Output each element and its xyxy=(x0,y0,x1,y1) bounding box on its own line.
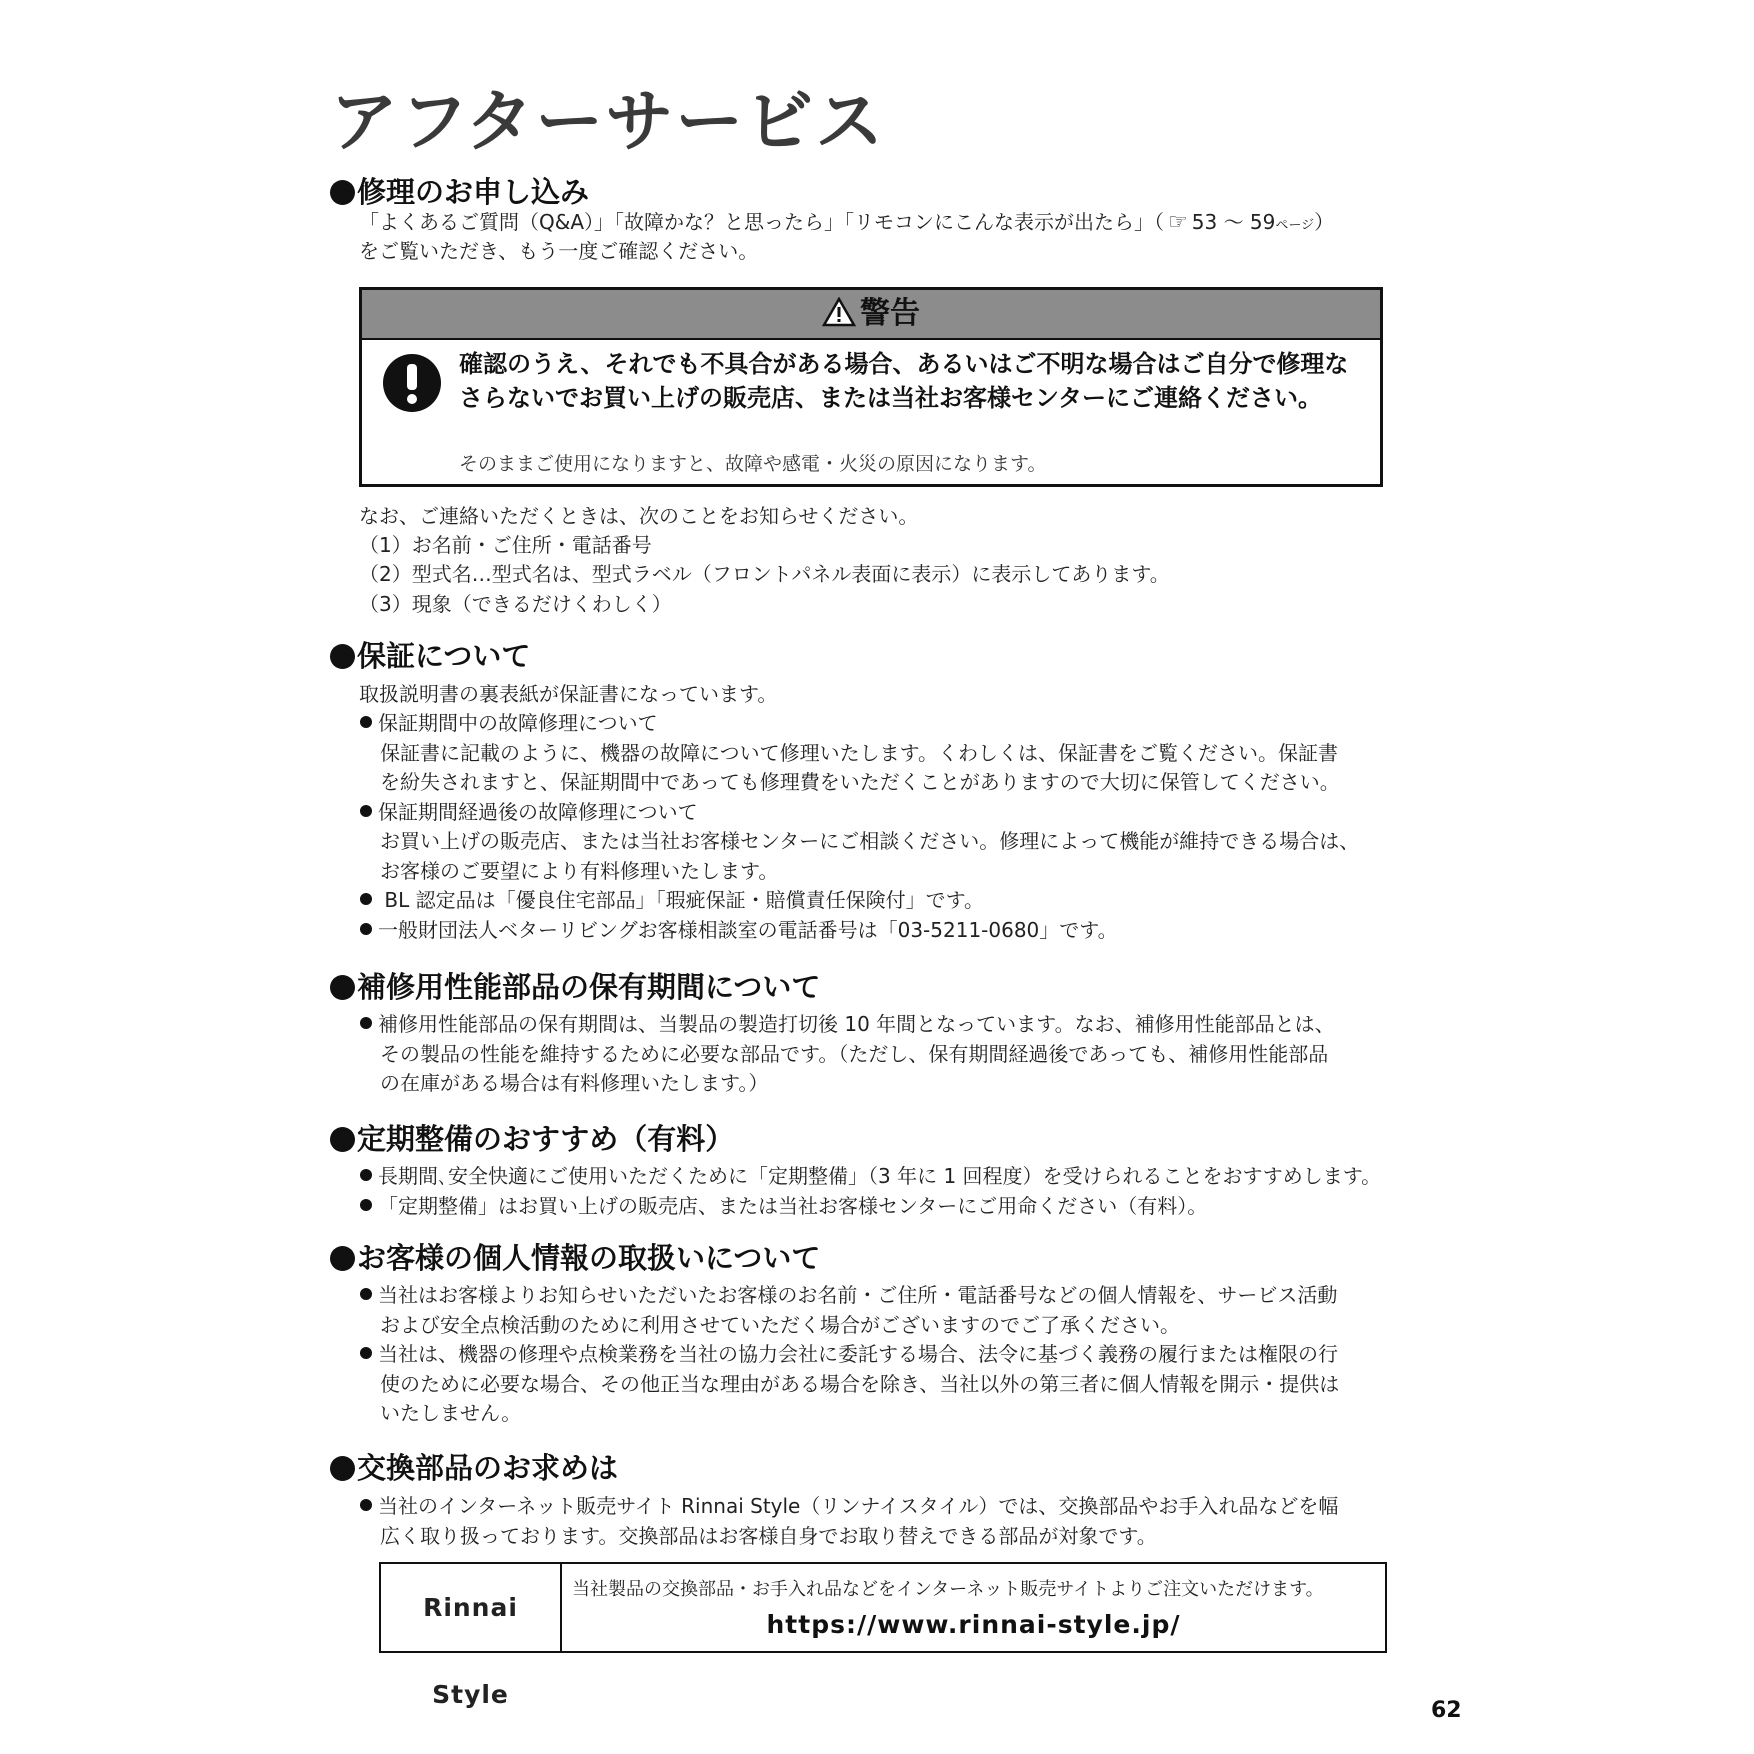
contact-intro: なお、ご連絡いただくときは、次のことをお知らせください。 xyxy=(359,504,919,528)
bullet-icon xyxy=(360,1499,372,1511)
warning-header-text: 警告 xyxy=(860,296,920,331)
bullet-icon xyxy=(360,1169,372,1181)
heading-text: 補修用性能部品の保有期間について xyxy=(357,970,821,1004)
rinnai-style-box xyxy=(379,1562,1387,1709)
warranty-intro: 取扱説明書の裏表紙が保証書になっています。 xyxy=(359,682,778,706)
replacement-bullets xyxy=(360,1492,1338,1551)
section-heading-replacement xyxy=(330,1448,618,1488)
contact-item-2: （2）型式名…型式名は、型式ラベル（フロントパネル表面に表示）に表示してあります。 xyxy=(359,562,1170,586)
bullet-icon xyxy=(360,893,372,905)
page-title: アフターサービス xyxy=(330,83,886,162)
list-item xyxy=(360,709,1359,739)
heading-text: 定期整備のおすすめ（有料） xyxy=(357,1122,735,1156)
section-heading-repair xyxy=(330,172,589,212)
heading-text: 修理のお申し込み xyxy=(357,175,590,209)
list-item xyxy=(360,1162,1381,1192)
reference-pages[interactable]: 53 ～ 59 xyxy=(1191,210,1276,234)
list-item-text: お客様のご要望により有料修理いたします。 xyxy=(380,858,779,883)
heading-text: 交換部品のお求めは xyxy=(357,1451,619,1485)
bullet-text: 当社はお客様よりお知らせいただいたお客様のお名前・ご住所・電話番号などの個人情報を、サービス活動 xyxy=(378,1283,1338,1307)
warranty-bullets xyxy=(360,709,1359,945)
bullet-icon xyxy=(360,805,372,817)
section-heading-maintenance xyxy=(330,1119,734,1159)
bullet-icon xyxy=(330,975,355,1000)
bullet-icon xyxy=(360,1017,372,1029)
bullet-icon xyxy=(330,180,355,205)
list-item-text: その製品の性能を維持するために必要な部品です。（ただし、保有期間経過後であっても、補修用性能部品 xyxy=(380,1041,1329,1066)
intro-text-end: ） xyxy=(1314,210,1335,234)
bullet-icon xyxy=(360,1199,372,1211)
list-item-text: 使のために必要な場合、その他正当な理由がある場合を除き、当社以外の第三者に個人情報を開示・提供は xyxy=(380,1371,1340,1396)
bullet-title: 保証期間中の故障修理について xyxy=(378,711,658,735)
bullet-icon xyxy=(330,1246,355,1271)
list-item xyxy=(360,916,1359,946)
list-item xyxy=(360,1010,1335,1040)
bullet-title: 保証期間経過後の故障修理について xyxy=(378,799,698,824)
list-item-text: の在庫がある場合は有料修理いたします。） xyxy=(380,1071,769,1095)
warning-box xyxy=(359,287,1383,487)
bullet-text: 一般財団法人ベターリビングお客様相談室の電話番号は「03-5211-0680」です。 xyxy=(378,917,1118,942)
bullet-text: 「定期整備」はお買い上げの販売店、または当社お客様センターにご用命ください（有料）。 xyxy=(378,1193,1208,1218)
list-item-text: および安全点検活動のために利用させていただく場合がございますのでご了承ください。 xyxy=(380,1312,1180,1337)
maintenance-bullets xyxy=(360,1162,1381,1221)
list-item xyxy=(360,1492,1338,1522)
list-item-text: いたしません。 xyxy=(380,1401,522,1425)
bullet-text: 補修用性能部品の保有期間は、当製品の製造打切後 10 年間となっています。なお、補修用性能部品とは、 xyxy=(378,1012,1335,1036)
exclamation-circle-icon xyxy=(382,353,442,413)
rinnai-style-url[interactable]: https://www.rinnai-style.jp/ xyxy=(766,1610,1181,1639)
bullet-icon xyxy=(360,923,372,935)
privacy-bullets xyxy=(360,1281,1339,1429)
section-heading-warranty xyxy=(330,636,530,676)
bullet-icon xyxy=(330,1456,355,1481)
warning-note: そのままご使用になりますと、故障や感電・火災の原因になります。 xyxy=(459,453,1047,475)
heading-text: お客様の個人情報の取扱いについて xyxy=(357,1241,821,1275)
bullet-icon xyxy=(360,1347,372,1359)
list-item xyxy=(360,798,1359,828)
reference-unit: ページ xyxy=(1275,218,1315,233)
section-heading-privacy xyxy=(330,1238,820,1278)
intro-text: 「よくあるご質問（Q&A）」「故障かな？と思ったら」「リモコンにこんな表示が出たら」（ xyxy=(359,210,1165,234)
heading-text: 保証について xyxy=(357,639,531,673)
contact-item-3: （3）現象（できるだけくわしく） xyxy=(359,592,672,616)
list-item-text: お買い上げの販売店、または当社お客様センターにご相談ください。修理によって機能が維持できる場合は、 xyxy=(380,829,1360,853)
warning-header xyxy=(362,290,1380,340)
list-item-text: 広く取り扱っております。交換部品はお客様自身でお取り替えできる部品が対象です。 xyxy=(380,1523,1157,1548)
page-number: 62 xyxy=(1431,1698,1462,1723)
contact-item-1: （1）お名前・ご住所・電話番号 xyxy=(359,533,652,557)
bullet-text: 当社のインターネット販売サイト Rinnai Style（リンナイスタイル）では、交換部品やお手入れ品などを幅 xyxy=(378,1494,1339,1518)
pointing-hand-icon: ☞ xyxy=(1168,210,1188,235)
warning-text: 確認のうえ、それでも不具合がある場合、あるいはご不明な場合はご自分で修理なさらないでお買い上げの販売店、または当社お客様センターにご連絡ください。 xyxy=(459,350,1349,412)
rinnai-style-label: Rinnai Style xyxy=(381,1564,562,1651)
list-item xyxy=(360,1281,1339,1311)
bullet-icon xyxy=(330,1127,355,1152)
bullet-text: BL 認定品は「優良住宅部品」「瑕疵保証・賠償責任保険付」です。 xyxy=(378,888,984,912)
section-heading-parts xyxy=(330,967,820,1007)
list-item-text: 保証書に記載のように、機器の故障について修理いたします。くわしくは、保証書をご覧ください。保証書 xyxy=(380,740,1338,765)
list-item xyxy=(360,1192,1381,1222)
repair-intro-line2: をご覧いただき、もう一度ご確認ください。 xyxy=(359,239,759,263)
list-item xyxy=(360,1340,1339,1370)
bullet-text: 当社は、機器の修理や点検業務を当社の協力会社に委託する場合、法令に基づく義務の履行または権限の行 xyxy=(378,1342,1338,1366)
bullet-text: 長期間､安全快適にご使用いただくために「定期整備」（3 年に 1 回程度）を受けられることをおすすめします。 xyxy=(378,1164,1382,1188)
parts-bullets xyxy=(360,1010,1335,1099)
rinnai-style-description: 当社製品の交換部品・お手入れ品などをインターネット販売サイトよりご注文いただけます。 xyxy=(572,1579,1324,1600)
repair-intro-line1 xyxy=(359,208,1334,241)
list-item-text: を紛失されますと、保証期間中であっても修理費をいただくことがありますので大切に保管してください。 xyxy=(380,770,1340,794)
list-item xyxy=(360,886,1359,916)
bullet-icon xyxy=(360,1288,372,1300)
bullet-icon xyxy=(360,716,372,728)
bullet-icon xyxy=(330,644,355,669)
warning-triangle-icon xyxy=(822,294,856,342)
